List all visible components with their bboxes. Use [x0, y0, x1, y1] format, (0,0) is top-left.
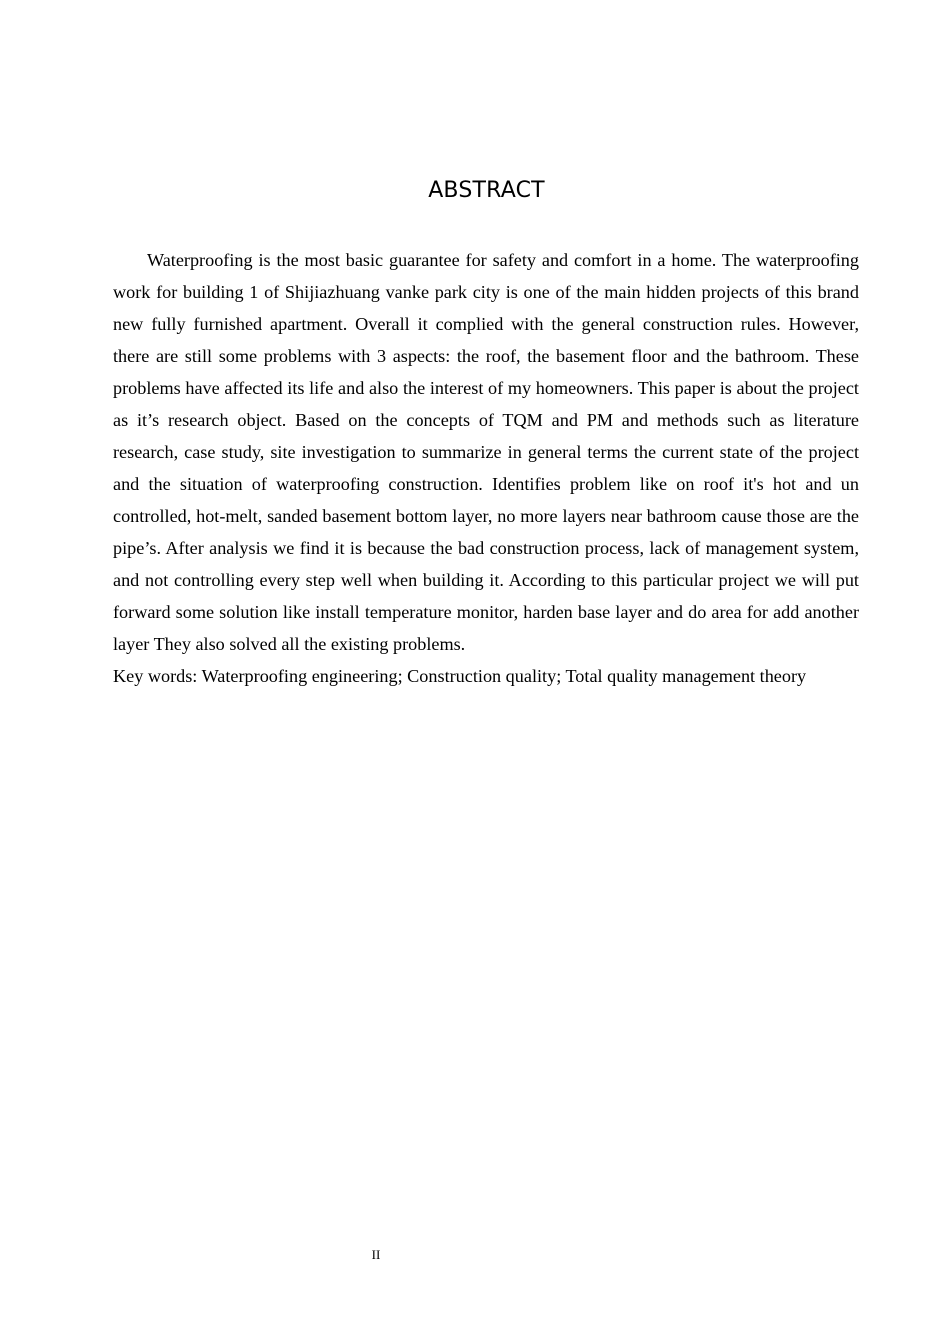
abstract-body [113, 244, 859, 692]
page-title: ABSTRACT [428, 178, 545, 203]
page-number: II [371, 1247, 381, 1262]
abstract-paragraph: Waterproofing is the most basic guarantee for safety and comfort in a home. The waterproofing work for building 1 of Shijiazhuang vanke park city is one of the main hidden projects of this brand new fully furnished apartment. Overall it complied with the general construction rules. However, there are still some problems with 3 aspects: the roof, the basement floor and the bathroom. These problems have affected its life and also the interest of my homeowners. This paper is about the project as it’s research object. Based on the concepts of TQM and PM and methods such as literature research, case study, site investigation to summarize in general terms the current state of the project and the situation of waterproofing construction. Identifies problem like on roof it's hot and un controlled, hot-melt, sanded basement bottom layer, no more layers near bathroom cause those are the pipe’s. After analysis we find it is because the bad construction process, lack of management system, and not controlling every step well when building it. According to this particular project we will put forward some solution like install temperature monitor, harden base layer and do area for add another layer They also solved all the existing problems. [113, 250, 859, 654]
keywords-paragraph: Key words: Waterproofing engineering; Construction quality; Total quality management theory [113, 666, 807, 686]
